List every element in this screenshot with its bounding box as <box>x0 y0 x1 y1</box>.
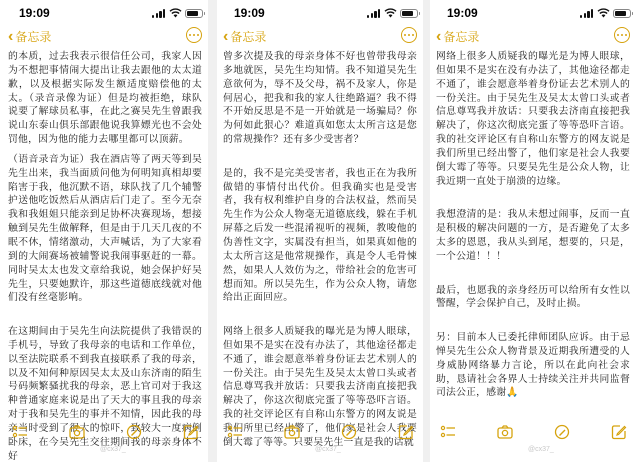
checklist-icon[interactable] <box>440 424 456 440</box>
camera-icon[interactable] <box>284 424 300 440</box>
nav-bar <box>430 26 636 48</box>
markup-icon[interactable] <box>554 424 570 440</box>
status-time: 19:09 <box>19 6 50 20</box>
phone-screen-3 <box>430 0 636 462</box>
back-label: 备忘录 <box>230 30 267 44</box>
bottom-toolbar <box>430 424 636 440</box>
note-paragraph: 曾多次提及我的母亲身体不好也曾带我母亲多地就医，吴先生均知情。我不知道吴先生意欲何为，辱不及父母，祸不及家人，你是何居心，把我和我的家人往绝路逼？我不得不开始反思是不是一开始就是一场骗局？你为何如此狠心？难道真如您太太所言这是您的常规操作？还有多少受害者？ <box>223 51 417 146</box>
compose-icon[interactable] <box>398 424 414 440</box>
checklist-icon[interactable] <box>12 424 28 440</box>
bottom-toolbar <box>2 424 208 440</box>
back-label: 备忘录 <box>15 30 52 44</box>
note-paragraph: 网络上很多人质疑我的曝光是为博人眼球，但如果不是实在没有办法了，其他途径都走不通了，谁会愿意举着身份证去艺术别人的一份关注。由于吴先生及吴太太曾口头或者信息尊骂我并放话：只要我去济南直接把我解决了，你这次彻底完蛋了等等恐吓言语。我的社交评论区有自称山东警方的网友说是我们所里已经出警了，他们家是社会人我要倒大霉了等等。只要吴先生是公众人物，让我近期一直处于崩溃的边缘。 <box>436 51 630 187</box>
note-body[interactable] <box>436 50 630 420</box>
note-paragraph: 的本质，过去我表示很信任公司，我家人因为不想把事情闹大提出让我去跟他的太太道歉，以及根据实际发生额适度赔偿他的太太。（录音录像为证）但是均被拒绝，球队说要了解球员私事，在此之赛吴先生曾跟我说山东泰山俱乐部跟他说我算嫖光也不会处罚他，因为他的能力去哪里都可以顶薪。 <box>8 51 202 146</box>
nav-bar <box>217 26 423 48</box>
watermark: @cx37_ <box>315 446 341 453</box>
note-blank-line <box>223 153 417 167</box>
status-bar <box>430 0 636 24</box>
back-button[interactable] <box>8 28 51 45</box>
divider <box>208 0 217 462</box>
phone-screen-1 <box>2 0 208 462</box>
note-body[interactable] <box>223 50 417 448</box>
note-paragraph: 我想澄清的是：我从未想过闹事，反而一直是积极的解决问题的一方，是否避免了太多太多的恩恩，我从头到尾，想要的，只是，一个公道！！！ <box>436 209 630 262</box>
more-button[interactable] <box>186 27 202 43</box>
note-blank-line <box>436 317 630 331</box>
battery-icon <box>185 9 203 18</box>
compose-icon[interactable] <box>611 424 627 440</box>
note-paragraph: 网络上很多人质疑我的曝光是为博人眼球，但如果不是实在没有办法了，其他途径都走不通了，谁会愿意举着身份证去艺术别人的一份关注。由于吴先生及吴太太曾口头或者信息尊骂我并放话：只要我去济南直接把我解决了，你这次彻底完蛋了等等恐吓言语。我的社交评论区有自称山东警方的网友说是我们所里已经出警了，他们家是社会人我要倒大霉了等等。只要吴先生一直是我的话就 <box>223 326 417 448</box>
checklist-icon[interactable] <box>227 424 243 440</box>
note-blank-line <box>223 311 417 325</box>
status-time: 19:09 <box>234 6 265 20</box>
back-button[interactable] <box>436 28 479 45</box>
camera-icon[interactable] <box>69 424 85 440</box>
note-paragraph: 另：目前本人已委托律师团队应诉。由于忌惮吴先生公众人物背景及近期我所遭受的人身威胁网络暴力言论，所以在此向社会求助，恳请社会各界人士持续关注并共同监督司法公正，感谢🙏 <box>436 332 630 399</box>
wifi-icon <box>597 7 610 18</box>
markup-icon[interactable] <box>341 424 357 440</box>
signal-icon <box>367 9 381 18</box>
note-blank-line <box>436 194 630 208</box>
back-chevron-icon: ‹ <box>8 27 14 45</box>
phone-screen-2 <box>217 0 423 462</box>
markup-icon[interactable] <box>126 424 142 440</box>
note-blank-line <box>436 270 630 284</box>
battery-icon <box>613 9 631 18</box>
bottom-toolbar <box>217 424 423 440</box>
note-paragraph: 最后，也愿我的亲身经历可以给所有女性以警醒，学会保护自己，及时止损。 <box>436 284 630 310</box>
status-bar <box>2 0 208 24</box>
back-button[interactable] <box>223 28 266 45</box>
wifi-icon <box>169 7 182 18</box>
status-bar <box>217 0 423 24</box>
nav-bar <box>2 26 208 48</box>
note-paragraph: 在这期间由于吴先生向法院提供了我错误的手机号，导致了我母亲的电话和工作单位，以至法院联系不到我直接联系了我的母亲，以及不知何种原因吴太太及山东济南的陌生号码频繁骚扰我的母亲，恶上官司对于我这种普通家庭来说是出了天大的事且我的母亲对于我和吴先生的事并不知情，因此我的母亲当时受到了很大的惊吓，致较大一度病倒卧床，在今吴先生交往期间我的母亲身体不好 <box>8 326 202 462</box>
signal-icon <box>580 9 594 18</box>
back-chevron-icon: ‹ <box>436 27 442 45</box>
watermark: @cx37_ <box>100 446 126 453</box>
note-blank-line <box>8 311 202 325</box>
watermark: @cx37_ <box>528 446 554 453</box>
more-button[interactable] <box>401 27 417 43</box>
signal-icon <box>152 9 166 18</box>
wifi-icon <box>384 7 397 18</box>
note-paragraph: 是的，我不是完美受害者，我也正在为我所做错的事情付出代价。但我确实也是受害者，我有权利维护自身的合法权益，然而吴先生作为公众人物毫无道德底线，躲在手机屏幕之后发一些混淆视听的视频，教唆他的伪善性文字，实属没有担当，如果真如他的太太所言这是他常规操作，真是令人毛骨悚然，如果人人效仿为之，带给社会的危害可想而知。所以吴先生，作为公众人物，请您给出正面回应。 <box>223 167 417 304</box>
back-label: 备忘录 <box>443 30 480 44</box>
back-chevron-icon: ‹ <box>223 27 229 45</box>
battery-icon <box>400 9 418 18</box>
status-time: 19:09 <box>447 6 478 20</box>
camera-icon[interactable] <box>497 424 513 440</box>
note-paragraph: （语音录音为证）我在酒店等了两天等到吴先生出来，我当面质问他为何明知真相却要陷害于我，他沉默不语，球队找了几个辅警护送他吃饭然后从酒店后门走了。至今无奈我和我姐姐只能亲到足协杯决赛现场，想接触到吴先生做解释，但是由于几天几夜的不眠不休，情绪激动，大声喊话，为了大家看到的大闹赛场被辅警说我闹事驱赶的一幕。同时吴太太也发文章给我说，她会保护好吴先生，只要她默许，那这些道德底线就对他们没有丝毫影响。 <box>8 153 202 304</box>
compose-icon[interactable] <box>183 424 199 440</box>
more-button[interactable] <box>614 27 630 43</box>
